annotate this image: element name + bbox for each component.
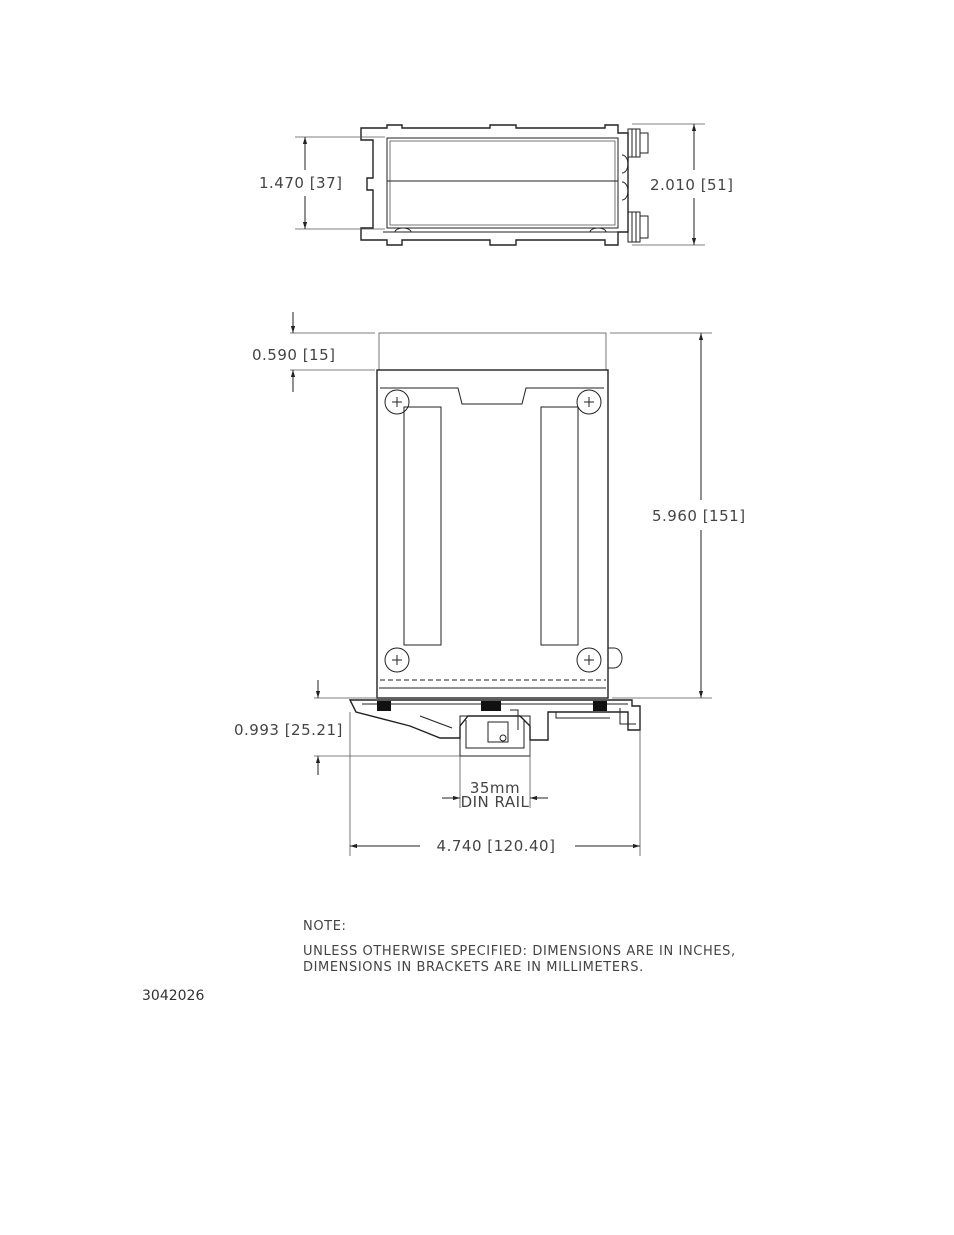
top-view-body-inner xyxy=(390,141,615,225)
top-view-body xyxy=(387,138,618,228)
note-line-2: DIMENSIONS IN BRACKETS ARE IN MILLIMETERS. xyxy=(303,960,644,975)
front-view-screws xyxy=(385,390,601,672)
note-title: NOTE: xyxy=(303,919,347,934)
front-view-slot-left xyxy=(404,407,441,645)
dim-din-rail-label-2: DIN RAIL xyxy=(460,793,530,811)
din-clip-assembly xyxy=(350,700,640,756)
dim-length-label: 5.960 [151] xyxy=(652,507,746,525)
front-view-top-cover xyxy=(379,333,606,370)
front-view-slot-right xyxy=(541,407,578,645)
top-view-connectors xyxy=(622,129,648,242)
note-line-1: UNLESS OTHERWISE SPECIFIED: DIMENSIONS ARE IN INCHES, xyxy=(303,944,736,959)
front-view-notch xyxy=(380,388,604,404)
front-view-plate xyxy=(377,370,608,698)
dim-overall-width-label: 4.740 [120.40] xyxy=(436,837,556,855)
front-view-side-knob xyxy=(608,648,622,668)
top-view-housing xyxy=(361,125,628,245)
top-view-screw-left xyxy=(395,228,411,232)
dim-offset-label: 0.590 [15] xyxy=(252,346,336,364)
clip-pad-left xyxy=(377,701,391,711)
notes xyxy=(303,919,736,975)
clip-pad-center xyxy=(481,701,501,711)
top-view xyxy=(259,124,734,245)
dim-din-rail-label-1: 35mm xyxy=(469,779,521,797)
dim-top-width-label: 2.010 [51] xyxy=(650,176,734,194)
dim-top-height-label: 1.470 [37] xyxy=(259,174,343,192)
dim-rail-depth-label: 0.993 [25.21] xyxy=(234,721,343,739)
clip-pad-right xyxy=(593,701,607,711)
front-view xyxy=(234,312,746,856)
document-number: 3042026 xyxy=(142,988,205,1004)
top-view-screw-right xyxy=(590,228,606,232)
